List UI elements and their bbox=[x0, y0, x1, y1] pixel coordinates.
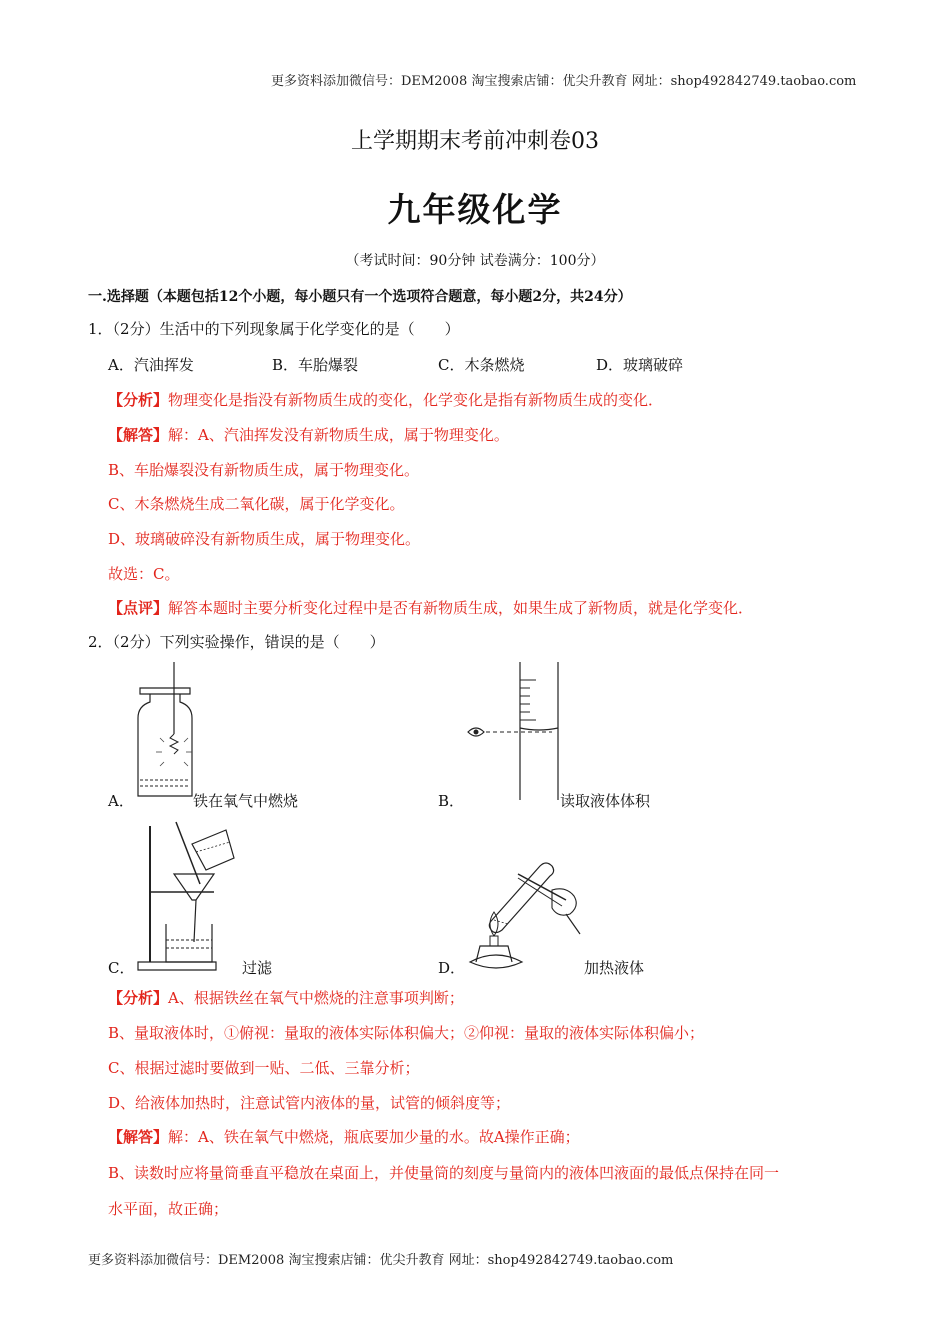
q2-fig-c-caption: 过滤 bbox=[242, 959, 273, 977]
gas-bottle-burning-iron-icon bbox=[134, 662, 198, 800]
q2-fig-d-letter: D． bbox=[438, 959, 466, 977]
q2-stem: 2．（2分）下列实验操作，错误的是（ ） bbox=[88, 633, 385, 651]
analysis-text: A、根据铁丝在氧气中燃烧的注意事项判断； bbox=[168, 989, 464, 1007]
q2-analysis-line: C、根据过滤时要做到一贴、二低、三靠分析； bbox=[108, 1059, 420, 1077]
q2-answer-b-line1: B、读数时应将量筒垂直平稳放在桌面上，并使量筒的刻度与量筒内的液体凹液面的最低点保持在同一 bbox=[108, 1164, 780, 1182]
q2-fig-b-letter: B． bbox=[438, 792, 465, 810]
q2-answer bbox=[108, 1126, 580, 1147]
q1-answer-line: D、玻璃破碎没有新物质生成，属于物理变化。 bbox=[108, 530, 421, 548]
q2-fig-a-caption: 铁在氧气中燃烧 bbox=[193, 792, 299, 810]
q1-comment bbox=[108, 597, 753, 618]
q1-option-c: C．木条燃烧 bbox=[438, 356, 525, 374]
graduated-cylinder-reading-icon bbox=[462, 662, 566, 800]
analysis-text: 物理变化是指没有新物质生成的变化，化学变化是指有新物质生成的变化． bbox=[168, 391, 664, 409]
analysis-tag: 【分析】 bbox=[108, 391, 169, 409]
subject-title: 九年级化学 bbox=[387, 190, 563, 229]
q1-option-d: D．玻璃破碎 bbox=[596, 356, 684, 374]
q1-analysis bbox=[108, 389, 663, 410]
q1-answer bbox=[108, 424, 509, 445]
q2-answer-b-line2: 水平面，故正确； bbox=[108, 1200, 229, 1218]
test-tube-heating-icon bbox=[462, 850, 586, 974]
q2-fig-b-caption: 读取液体体积 bbox=[560, 792, 651, 810]
q2-analysis-line: B、量取液体时，①俯视：量取的液体实际体积偏大；②仰视：量取的液体实际体积偏小； bbox=[108, 1024, 705, 1042]
q1-option-b: B．车胎爆裂 bbox=[272, 356, 359, 374]
comment-tag: 【点评】 bbox=[108, 599, 169, 617]
q2-analysis-line: D、给液体加热时，注意试管内液体的量，试管的倾斜度等； bbox=[108, 1094, 511, 1112]
q2-analysis bbox=[108, 987, 464, 1008]
q2-fig-d-caption: 加热液体 bbox=[584, 959, 645, 977]
q1-option-a: A．汽油挥发 bbox=[108, 356, 194, 374]
page-header: 更多资料添加微信号：DEM2008 淘宝搜索店铺：优尖升教育 网址：shop492842749.taobao.com bbox=[271, 74, 857, 89]
answer-text: 解：A、铁在氧气中燃烧，瓶底要加少量的水。故A操作正确； bbox=[168, 1128, 580, 1146]
q1-answer-line: B、车胎爆裂没有新物质生成，属于物理变化。 bbox=[108, 461, 420, 479]
filtration-apparatus-icon bbox=[134, 822, 246, 972]
q1-stem: 1．（2分）生活中的下列现象属于化学变化的是（ ） bbox=[88, 320, 460, 338]
answer-tag: 【解答】 bbox=[108, 426, 169, 444]
q2-fig-a-letter: A． bbox=[108, 792, 134, 810]
comment-text: 解答本题时主要分析变化过程中是否有新物质生成，如果生成了新物质，就是化学变化． bbox=[168, 599, 754, 617]
q1-answer-line: C、木条燃烧生成二氧化碳，属于化学变化。 bbox=[108, 495, 405, 513]
analysis-tag: 【分析】 bbox=[108, 989, 169, 1007]
exam-title: 上学期期末考前冲刺卷03 bbox=[351, 129, 599, 154]
section-title: 一.选择题（本题包括12个小题，每小题只有一个选项符合题意，每小题2分，共24分） bbox=[88, 289, 632, 305]
exam-meta: （考试时间：90分钟 试卷满分：100分） bbox=[345, 253, 605, 269]
q2-fig-c-letter: C． bbox=[108, 959, 135, 977]
q1-choice: 故选：C。 bbox=[108, 565, 180, 583]
answer-tag: 【解答】 bbox=[108, 1128, 169, 1146]
answer-text: 解：A、汽油挥发没有新物质生成，属于物理变化。 bbox=[168, 426, 509, 444]
page-footer: 更多资料添加微信号：DEM2008 淘宝搜索店铺：优尖升教育 网址：shop492842749.taobao.com bbox=[88, 1253, 674, 1268]
